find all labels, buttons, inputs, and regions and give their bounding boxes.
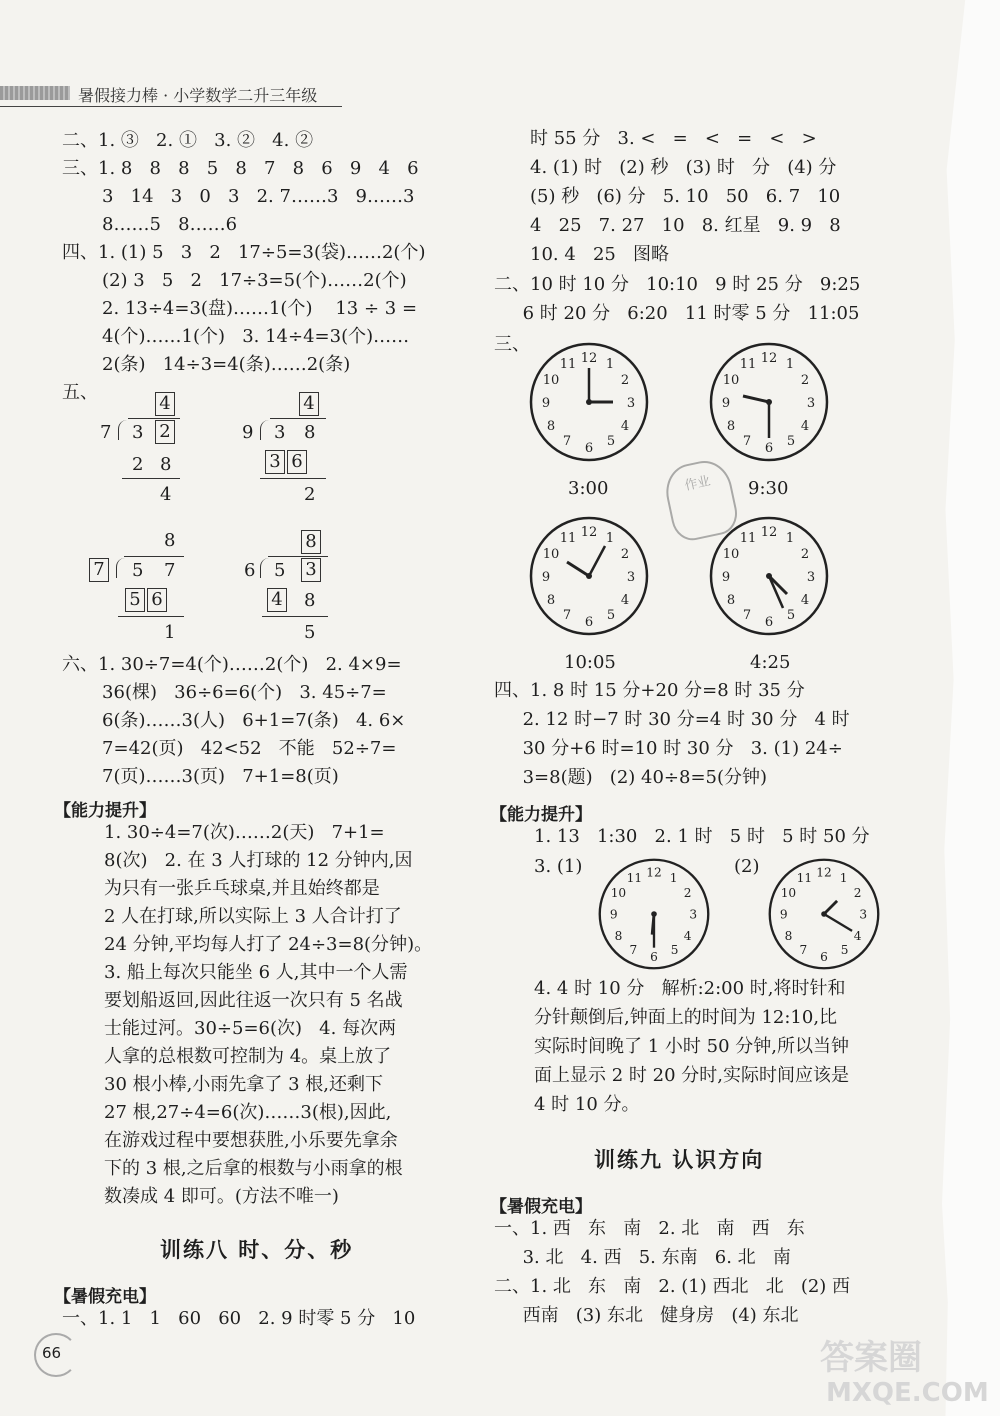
svg-text:9: 9 <box>541 396 551 411</box>
answer-line: 数凑成 4 即可。(方法不唯一) <box>104 1186 339 1207</box>
svg-text:9: 9 <box>609 907 618 922</box>
divisor-box: 7 <box>89 558 109 582</box>
question-label: 3. (1) <box>534 856 583 877</box>
ability-section-label: 【能力提升】 <box>490 805 592 825</box>
answer-line: 分针颠倒后,钟面上的时间为 12:10,比 <box>534 1007 838 1028</box>
svg-text:12: 12 <box>760 525 778 540</box>
product-box: 3 <box>265 450 285 474</box>
svg-text:11: 11 <box>739 357 757 372</box>
svg-text:5: 5 <box>670 943 679 958</box>
divisor: 7 <box>100 422 112 443</box>
answer-line: 四、1. (1) 5 3 2 17÷5=3(袋)……2(个) <box>62 242 426 263</box>
svg-text:7: 7 <box>799 943 808 958</box>
svg-text:7: 7 <box>562 608 572 623</box>
answer-line: 实际时间晚了 1 小时 50 分钟,所以当钟 <box>534 1036 849 1057</box>
ability-section-label: 【能力提升】 <box>54 801 156 821</box>
svg-text:11: 11 <box>796 871 813 886</box>
product-digit: 8 <box>304 590 316 611</box>
svg-text:2: 2 <box>800 373 810 388</box>
product-box: 5 <box>125 588 145 612</box>
svg-text:5: 5 <box>606 608 616 623</box>
dividend-digit: 3 <box>132 422 144 443</box>
answer-line: 一、1. 1 1 60 60 2. 9 时零 5 分 10 <box>62 1308 416 1329</box>
svg-text:3: 3 <box>626 396 636 411</box>
svg-text:6: 6 <box>584 441 594 456</box>
charge-section-label: 【暑假充电】 <box>54 1287 156 1307</box>
svg-text:1: 1 <box>785 357 795 372</box>
svg-text:2: 2 <box>620 373 630 388</box>
answer-line: 2. 13÷4=3(盘)……1(个) 13 ÷ 3 = <box>62 298 418 319</box>
answer-line: 36(棵) 36÷6=6(个) 3. 45÷7= <box>62 682 387 703</box>
svg-text:4: 4 <box>800 593 810 608</box>
svg-text:7: 7 <box>742 434 752 449</box>
question-label: (2) <box>734 856 760 877</box>
svg-text:5: 5 <box>840 943 849 958</box>
svg-text:1: 1 <box>605 531 615 546</box>
svg-text:8: 8 <box>614 929 623 944</box>
clock-face-answer-1 <box>596 856 712 972</box>
answer-line: 在游戏过程中要想获胜,小乐要先拿余 <box>104 1130 398 1151</box>
svg-text:6: 6 <box>764 441 774 456</box>
svg-text:3: 3 <box>689 907 698 922</box>
header-decoration <box>0 86 70 100</box>
answer-line: 8……5 8……6 <box>62 214 238 235</box>
svg-text:10: 10 <box>722 547 740 562</box>
torn-page-edge <box>942 0 1000 1416</box>
section-label-three: 三、 <box>494 334 530 355</box>
svg-text:12: 12 <box>646 865 662 880</box>
answer-line: 24 分钟,平均每人打了 24÷3=8(分钟)。 <box>104 934 433 955</box>
section-title-9: 训练九 认识方向 <box>594 1147 765 1172</box>
svg-text:1: 1 <box>669 871 678 886</box>
answer-line: 要划船返回,因此往返一次只有 5 名战 <box>104 990 403 1011</box>
watermark-url: MXQE.COM <box>826 1378 989 1408</box>
answer-line: 三、1. 8 8 8 5 8 7 8 6 9 4 6 <box>62 158 419 179</box>
answer-line: 4(个)……1(个) 3. 14÷4=3(个)…… <box>62 326 410 347</box>
svg-text:2: 2 <box>853 886 862 901</box>
svg-text:9: 9 <box>541 570 551 585</box>
svg-text:11: 11 <box>739 531 757 546</box>
answer-line: 1. 13 1:30 2. 1 时 5 时 5 时 50 分 <box>534 826 870 847</box>
clock-time-label: 3:00 <box>568 478 609 499</box>
svg-text:10: 10 <box>610 886 627 901</box>
svg-text:10: 10 <box>542 373 560 388</box>
svg-text:2: 2 <box>800 547 810 562</box>
answer-line: 二、10 时 10 分 10:10 9 时 25 分 9:25 <box>494 274 861 295</box>
svg-text:1: 1 <box>785 531 795 546</box>
svg-text:4: 4 <box>683 929 692 944</box>
answer-line: 6(条)……3(人) 6+1=7(条) 4. 6× <box>62 710 406 731</box>
dividend-box: 3 <box>301 558 321 582</box>
svg-text:12: 12 <box>580 525 598 540</box>
svg-text:12: 12 <box>760 351 778 366</box>
answer-line: 3. 北 4. 西 5. 东南 6. 北 南 <box>494 1247 791 1268</box>
svg-text:7: 7 <box>562 434 572 449</box>
svg-text:7: 7 <box>629 943 638 958</box>
answer-line: 3 14 3 0 3 2. 7……3 9……3 <box>62 186 415 207</box>
answer-line: 4. 4 时 10 分 解析:2:00 时,将时针和 <box>534 978 846 999</box>
answer-line: 30 分+6 时=10 时 30 分 3. (1) 24÷ <box>494 738 843 759</box>
svg-text:3: 3 <box>806 570 816 585</box>
answer-line: 4 25 7. 27 10 8. 红星 9. 9 8 <box>530 215 841 236</box>
answer-line: 2. 12 时−7 时 30 分=4 时 30 分 4 时 <box>494 709 850 730</box>
homework-stamp: 作业 <box>661 456 741 544</box>
clock-face-10-05 <box>527 514 651 638</box>
svg-text:9: 9 <box>721 396 731 411</box>
section-title-8: 训练八 时、分、秒 <box>160 1237 354 1262</box>
svg-text:8: 8 <box>726 593 736 608</box>
svg-text:6: 6 <box>650 949 658 964</box>
svg-text:9: 9 <box>779 907 788 922</box>
svg-text:8: 8 <box>726 419 736 434</box>
svg-text:2: 2 <box>620 547 630 562</box>
answer-line: 为只有一张乒乓球桌,并且始终都是 <box>104 878 380 899</box>
svg-text:10: 10 <box>722 373 740 388</box>
answer-line: 四、1. 8 时 15 分+20 分=8 时 35 分 <box>494 680 805 701</box>
answer-line: 3=8(题) (2) 40÷8=5(分钟) <box>494 767 768 788</box>
answer-line: 人拿的总根数可控制为 4。桌上放了 <box>104 1046 392 1067</box>
answer-line: 30 根小棒,小雨先拿了 3 根,还剩下 <box>104 1074 383 1095</box>
clock-face-3-00 <box>527 340 651 464</box>
product-digit: 8 <box>160 454 172 475</box>
svg-text:11: 11 <box>626 871 643 886</box>
page-number: 66 <box>42 1344 62 1362</box>
svg-text:2: 2 <box>683 886 692 901</box>
product-digit: 2 <box>132 454 144 475</box>
svg-text:11: 11 <box>559 357 577 372</box>
answer-line: 西南 (3) 东北 健身房 (4) 东北 <box>494 1305 799 1326</box>
quotient-box: 4 <box>299 392 319 416</box>
quotient-digit: 8 <box>164 530 176 551</box>
long-division-3 <box>88 530 198 650</box>
product-box: 6 <box>147 588 167 612</box>
svg-text:5: 5 <box>786 608 796 623</box>
divisor: 6 <box>244 560 256 581</box>
svg-text:8: 8 <box>546 419 556 434</box>
dividend-digit: 5 <box>274 560 286 581</box>
answer-line: 一、1. 西 东 南 2. 北 南 西 东 <box>494 1218 805 1239</box>
dividend-digit: 8 <box>304 422 316 443</box>
remainder: 5 <box>304 622 316 643</box>
answer-line: 7(页)……3(页) 7+1=8(页) <box>62 766 339 787</box>
answer-line: (5) 秒 (6) 分 5. 10 50 6. 7 10 <box>530 186 841 207</box>
svg-text:8: 8 <box>784 929 793 944</box>
svg-text:9: 9 <box>721 570 731 585</box>
answer-line: 8(次) 2. 在 3 人打球的 12 分钟内,因 <box>104 850 413 871</box>
charge-section-label: 【暑假充电】 <box>490 1197 592 1217</box>
clock-time-label: 10:05 <box>564 652 616 673</box>
answer-line: 4 时 10 分。 <box>534 1094 640 1115</box>
answer-line: 3. 船上每次只能坐 6 人,其中一个人需 <box>104 962 408 983</box>
dividend-digit: 7 <box>164 560 176 581</box>
svg-text:4: 4 <box>853 929 862 944</box>
answer-line: 五、 <box>62 382 98 403</box>
long-division-1 <box>100 392 210 512</box>
svg-text:1: 1 <box>605 357 615 372</box>
answer-line: 士能过河。30÷5=6(次) 4. 每次两 <box>104 1018 397 1039</box>
answer-line: 二、1. ③ 2. ① 3. ② 4. ② <box>62 130 314 151</box>
svg-text:12: 12 <box>816 865 832 880</box>
product-box: 4 <box>267 588 287 612</box>
clock-face-answer-2 <box>766 856 882 972</box>
svg-text:3: 3 <box>626 570 636 585</box>
svg-text:4: 4 <box>800 419 810 434</box>
divisor: 9 <box>242 422 254 443</box>
svg-text:6: 6 <box>584 615 594 630</box>
quotient-box: 4 <box>155 392 175 416</box>
clock-time-label: 4:25 <box>750 652 791 673</box>
svg-text:5: 5 <box>786 434 796 449</box>
quotient-box: 8 <box>301 530 321 554</box>
answer-line: 27 根,27÷4=6(次)……3(根),因此, <box>104 1102 392 1123</box>
answer-line: 下的 3 根,之后拿的根数与小雨拿的根 <box>104 1158 403 1179</box>
answer-line: 2(条) 14÷3=4(条)……2(条) <box>62 354 351 375</box>
remainder: 4 <box>160 484 172 505</box>
clock-face-4-25 <box>707 514 831 638</box>
svg-text:7: 7 <box>742 608 752 623</box>
answer-line: 时 55 分 3. < = < = < > <box>530 128 817 149</box>
answer-line: 六、1. 30÷7=4(个)……2(个) 2. 4×9= <box>62 654 402 675</box>
long-division-4 <box>244 530 354 650</box>
svg-text:4: 4 <box>620 593 630 608</box>
watermark-logo: 答案圈 <box>820 1338 922 1378</box>
svg-text:6: 6 <box>820 949 828 964</box>
long-division-2 <box>242 392 352 512</box>
dividend-digit: 5 <box>132 560 144 581</box>
answer-line: 4. (1) 时 (2) 秒 (3) 时 分 (4) 分 <box>530 157 837 178</box>
answer-line: (2) 3 5 2 17÷3=5(个)……2(个) <box>62 270 407 291</box>
dividend-digit: 3 <box>274 422 286 443</box>
answer-line: 2 人在打球,所以实际上 3 人合计打了 <box>104 906 402 927</box>
remainder: 1 <box>164 622 176 643</box>
svg-text:11: 11 <box>559 531 577 546</box>
answer-line: 6 时 20 分 6:20 11 时零 5 分 11:05 <box>494 303 860 324</box>
answer-line: 1. 30÷4=7(次)……2(天) 7+1= <box>104 822 385 843</box>
remainder: 2 <box>304 484 316 505</box>
svg-text:12: 12 <box>580 351 598 366</box>
answer-line: 7=42(页) 42<52 不能 52÷7= <box>62 738 397 759</box>
svg-text:3: 3 <box>806 396 816 411</box>
svg-text:1: 1 <box>839 871 848 886</box>
svg-text:3: 3 <box>859 907 868 922</box>
clock-face-9-30 <box>707 340 831 464</box>
product-box: 6 <box>287 450 307 474</box>
answer-line: 二、1. 北 东 南 2. (1) 西北 北 (2) 西 <box>494 1276 851 1297</box>
answer-line: 面上显示 2 时 20 分时,实际时间应该是 <box>534 1065 849 1086</box>
svg-text:6: 6 <box>764 615 774 630</box>
page-header-title: 暑假接力棒 · 小学数学二升三年级 <box>78 86 318 105</box>
svg-text:5: 5 <box>606 434 616 449</box>
svg-text:8: 8 <box>546 593 556 608</box>
svg-text:10: 10 <box>542 547 560 562</box>
dividend-box: 2 <box>155 420 175 444</box>
svg-text:10: 10 <box>780 886 797 901</box>
svg-text:4: 4 <box>620 419 630 434</box>
clock-time-label: 9:30 <box>748 478 789 499</box>
answer-line: 10. 4 25 图略 <box>530 244 670 265</box>
